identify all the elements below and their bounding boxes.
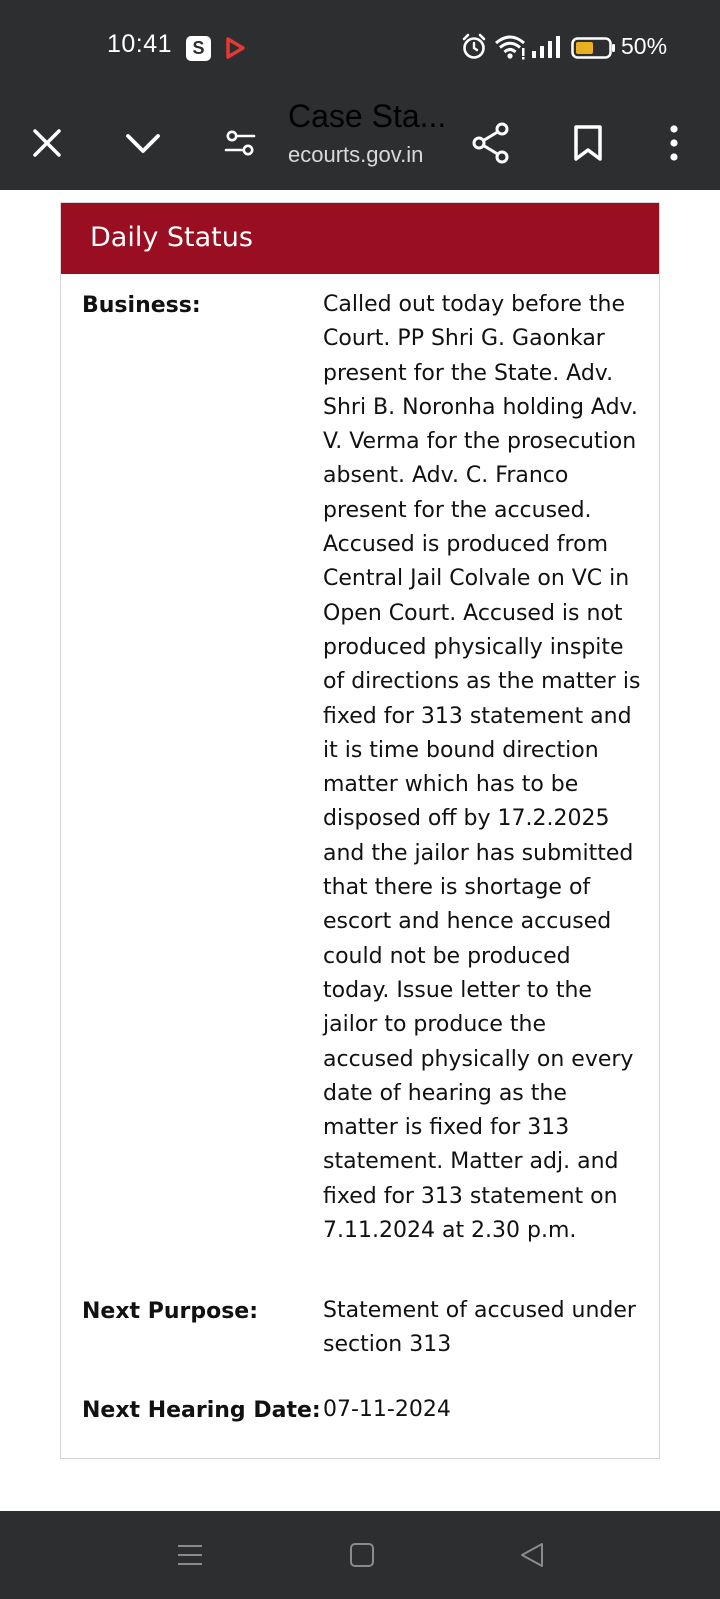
more-vert-icon [669,125,679,161]
business-label: Business: [82,293,201,318]
share-icon [471,122,511,164]
next-hearing-date-label: Next Hearing Date: [82,1398,321,1423]
close-icon [32,128,62,158]
business-text: Called out today before the Court. PP Shri G. Gaonkar present for the State. Adv. Shri B. Noronha holding Adv. V. Verma for the prosecution absent. Adv. C. Franco present for the accused. Accused is produced from Central Jail Colvale on VC in Open Court. Accused is not produced physically inspite of directions as the matter is fixed for 313 statement and it is time bound direction matter which has to be disposed off by 17.2.2025 and the jailor has submitted that there is shortage of escort and hence accused could not be produced today. Issue letter to the jailor to produce the accused physically on every date of hearing as the matter is fixed for 313 statement. Matter adj. and fixed for 313 statement on 7.11.2024 at 2.30 p.m. [323,292,641,1244]
signal-strength-icon [531,36,561,58]
system-navigation-bar [0,1511,720,1599]
status-time: 10:41 [107,30,173,58]
page-url-text: ecourts.gov.in [288,142,424,167]
back-triangle-icon [519,1542,545,1568]
bookmark-button[interactable] [562,96,614,190]
next-purpose-label: Next Purpose: [82,1299,259,1324]
chevron-down-icon [125,131,161,155]
next-hearing-date-value: 07-11-2024 [323,1397,451,1422]
minimize-button[interactable] [118,96,168,190]
page-content [0,190,720,1511]
daily-status-card [60,202,660,1459]
tune-icon [224,130,256,156]
youtube-notification-icon [225,37,245,59]
menu-icon [177,1543,203,1567]
daily-status-header [61,203,659,274]
bookmark-icon [573,124,603,162]
share-button[interactable] [465,96,517,190]
page-title: Case Sta... [288,98,447,134]
battery-icon [571,37,616,59]
alarm-icon [461,33,487,61]
close-button[interactable] [22,96,72,190]
app-notification-s-icon: S [186,36,211,61]
home-square-icon [349,1542,375,1568]
site-settings-button[interactable] [215,96,265,190]
recent-apps-button[interactable] [168,1511,212,1599]
home-button[interactable] [340,1511,384,1599]
daily-status-title: Daily Status [90,222,253,253]
battery-percentage: 50% [621,33,668,59]
back-button[interactable] [510,1511,554,1599]
more-options-button[interactable] [648,96,700,190]
wifi-icon [494,34,528,60]
next-purpose-value: Statement of accused under section 313 [323,1298,636,1358]
status-bar [0,0,720,96]
page-url [288,142,448,168]
